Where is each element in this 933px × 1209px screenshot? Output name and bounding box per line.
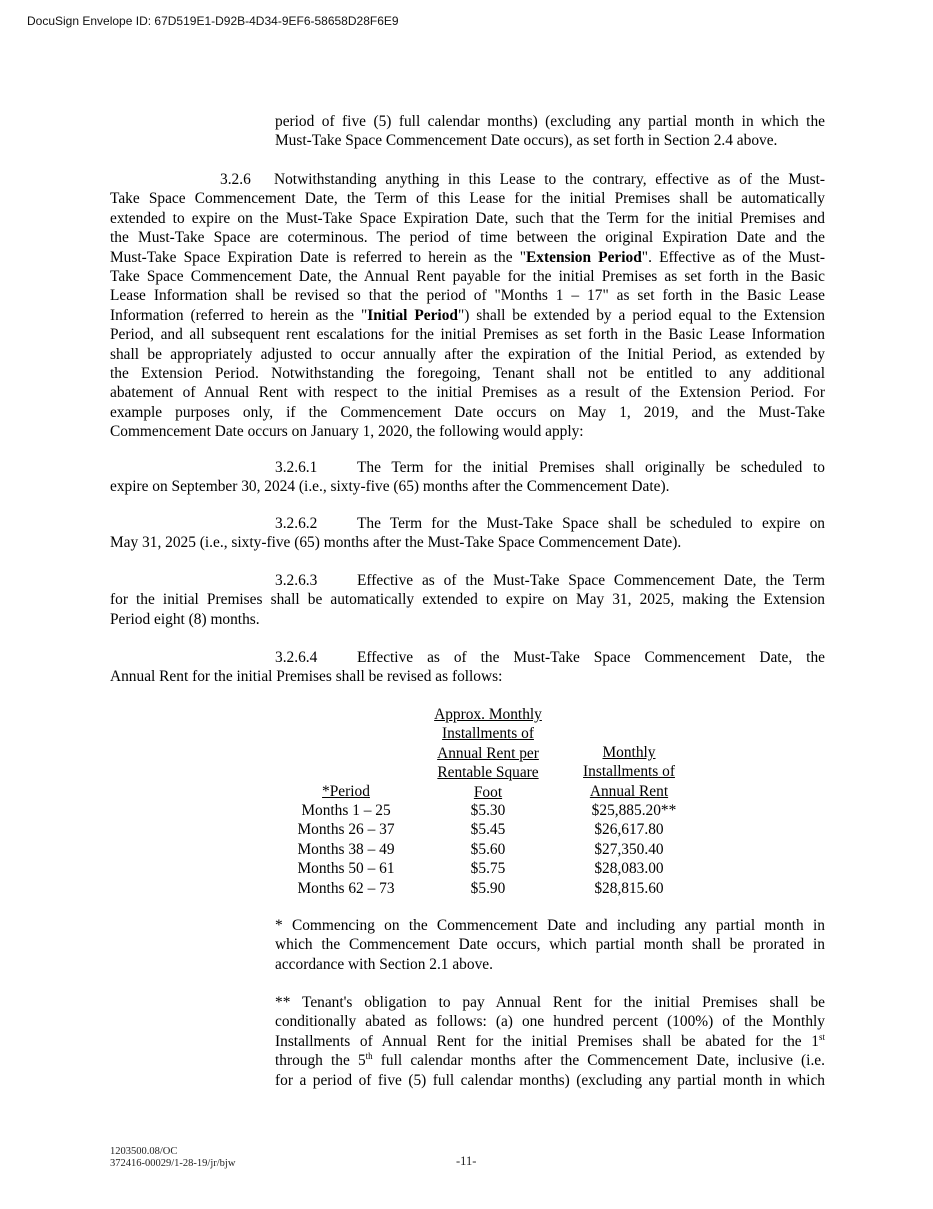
text-line: Must-Take Space Expiration Date is referred to herein as the "Extension Period". Effective as of the Must- [110,248,825,266]
text-line: example purposes only, if the Commencement Date occurs on May 1, 2019, and the Must-Take [110,403,825,421]
footnote-period [275,916,825,974]
cell-period: Months 1 – 25 [301,802,391,819]
text-line: accordance with Section 2.1 above. [275,955,493,973]
rent-table [0,705,933,905]
text-line: Take Space Commencement Date, the Term of this Lease for the initial Premises shall be automatically [110,190,825,208]
text-line: Information (referred to herein as the "Initial Period") shall be extended by a period equal to the Extension [110,306,826,324]
text-line: Annual Rent for the initial Premises shall be revised as follows: [110,668,503,686]
cell-psf: $5.45 [470,821,506,839]
footer-doc-id: 372416-00029/1-28-19/jr/bjw [110,1158,236,1169]
cell-monthly: $28,083.00 [594,860,664,878]
text-line: Commencement Date occurs on January 1, 2020, the following would apply: [110,423,584,441]
subsection-3-2-6-1 [110,458,825,497]
cell-monthly: $27,350.40 [594,840,664,858]
cell-psf: $5.75 [470,860,506,878]
footnote-abatement [275,993,825,1090]
text-line: extended to expire on the Must-Take Space Expiration Date, such that the Term for the initial Premises and [110,209,825,227]
table-row [0,840,933,859]
subsection-3-2-6-4 [110,648,825,687]
text-line: the Extension Period. Notwithstanding the foregoing, Tenant shall not be entitled to any additional [110,365,825,383]
text-line: * Commencing on the Commencement Date and including any partial month in [275,917,825,934]
docusign-envelope-id: DocuSign Envelope ID: 67D519E1-D92B-4D34-9EF6-58658D28F6E9 [27,14,399,28]
text-line: Installments of Annual Rent for the initial Premises shall be abated for the 1st [275,1031,825,1050]
defined-term-initial-period: Initial Period [367,306,458,324]
subsection-number: 3.2.6.2 [275,515,318,532]
cell-period: Months 38 – 49 [297,840,395,858]
table-row [0,801,933,820]
continuation-paragraph [275,112,825,151]
text-line: abatement of Annual Rent with respect to the initial Premises as a result of the Extension Period. For [110,384,825,402]
text-line: through the 5th full calendar months after the Commencement Date, inclusive (i.e. [275,1051,825,1070]
text-line: Lease Information shall be revised so that the period of "Months 1 – 17" as set forth in the Basic Lease [110,287,825,305]
text-line: the Must-Take Space are coterminous. The period of time between the original Expiration Date and the [110,229,825,247]
footer-doc-id: 1203500.08/OC [110,1146,178,1157]
text-line: The Term for the initial Premises shall originally be scheduled to [357,459,825,476]
text-line: for a period of five (5) full calendar months) (excluding any partial month in which [275,1071,825,1089]
subsection-number: 3.2.6.4 [275,649,318,666]
cell-psf: $5.90 [470,879,506,897]
cell-psf: $5.60 [470,840,506,858]
text-line: which the Commencement Date occurs, which partial month shall be prorated in [275,936,825,954]
cell-psf: $5.30 [470,802,506,819]
text-line: shall be appropriately adjusted to occur annually after the expiration of the Initial Period, as extended by [110,345,825,363]
text-line: Must-Take Space Commencement Date occurs), as set forth in Section 2.4 above. [275,132,778,150]
header-monthly: Monthly Installments of Annual Rent [583,744,675,800]
footer-doc-ids [110,1146,235,1170]
section-number: 3.2.6 [220,171,251,188]
text-line: period of five (5) full calendar months) (excluding any partial month in which the [275,113,825,130]
text-line: ** Tenant's obligation to pay Annual Rent for the initial Premises shall be [275,994,825,1011]
text-line: The Term for the Must-Take Space shall be scheduled to expire on [357,515,825,532]
table-row [0,859,933,878]
text-line: Period eight (8) months. [110,610,260,628]
header-period: *Period [322,783,370,800]
table-body [0,801,933,898]
subsection-3-2-6-2 [110,514,825,553]
text-line: May 31, 2025 (i.e., sixty-five (65) months after the Must-Take Space Commencement Date). [110,534,682,552]
text-line: expire on September 30, 2024 (i.e., sixty-five (65) months after the Commencement Date). [110,478,670,496]
cell-monthly: $26,617.80 [594,821,664,839]
text-line: conditionally abated as follows: (a) one hundred percent (100%) of the Monthly [275,1013,825,1031]
header-psf: Approx. Monthly Installments of Annual Rent per Rentable Square Foot [434,706,542,801]
subsection-3-2-6-3 [110,571,825,629]
text-line: Effective as of the Must-Take Space Commencement Date, the Term [357,572,825,589]
cell-period: Months 26 – 37 [297,821,395,839]
subsection-number: 3.2.6.3 [275,572,318,589]
text-line: Notwithstanding anything in this Lease to the contrary, effective as of the Must- [274,171,825,188]
cell-period: Months 50 – 61 [297,860,395,878]
text-line: Effective as of the Must-Take Space Commencement Date, the [357,649,825,666]
subsection-number: 3.2.6.1 [275,459,318,476]
cell-period: Months 62 – 73 [297,879,395,897]
text-line: Take Space Commencement Date, the Annual Rent payable for the initial Premises as set forth in the Basic [110,268,825,286]
table-row [0,820,933,839]
cell-monthly: $25,885.20** [591,802,677,819]
defined-term-extension-period: Extension Period [526,248,642,266]
section-first-line [110,170,825,189]
text-line: for the initial Premises shall be automatically extended to expire on May 31, 2025, making the Extension [110,591,825,609]
section-3-2-6 [110,170,825,442]
cell-monthly: $28,815.60 [594,879,664,897]
table-row [0,879,933,898]
page-number: -11- [456,1154,477,1168]
text-line: Period, and all subsequent rent escalations for the initial Premises as set forth in the Basic Lease Information [110,326,825,344]
